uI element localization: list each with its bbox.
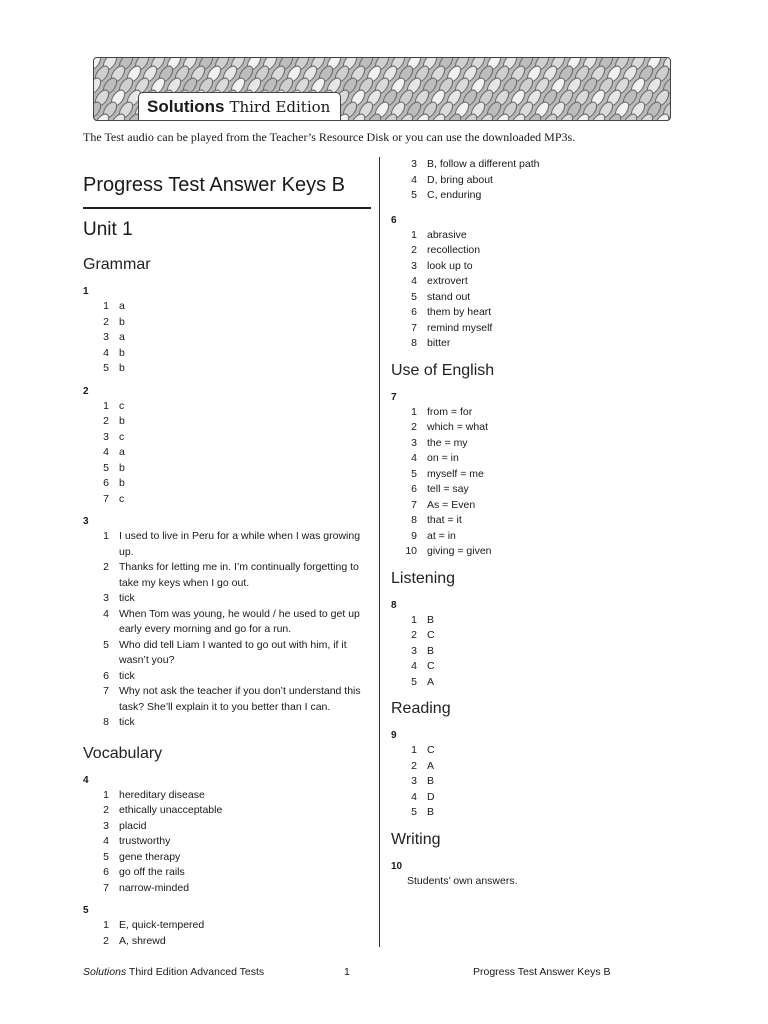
item-text: a bbox=[119, 446, 125, 458]
brand-edition: Third Edition bbox=[229, 98, 331, 116]
item-number: 2 bbox=[103, 415, 109, 427]
item-text: which = what bbox=[427, 421, 488, 433]
item-number: 3 bbox=[103, 592, 109, 604]
item-text: Who did tell Liam I wanted to go out with him, if it wasn’t you? bbox=[119, 638, 347, 666]
item-number: 4 bbox=[103, 346, 109, 359]
list-item bbox=[83, 330, 368, 346]
item-number: 4 bbox=[103, 446, 109, 458]
task-9 bbox=[391, 729, 681, 821]
list-item bbox=[83, 315, 368, 331]
list-item bbox=[83, 529, 368, 560]
unit-heading: Unit 1 bbox=[83, 219, 133, 240]
page-title: Progress Test Answer Keys B bbox=[83, 174, 345, 196]
section-vocabulary: Vocabulary bbox=[83, 744, 163, 762]
list-item bbox=[391, 805, 681, 821]
item-number: 3 bbox=[411, 158, 417, 170]
item-text: from = for bbox=[427, 405, 473, 418]
item-text: B bbox=[427, 775, 435, 787]
item-number: 1 bbox=[103, 399, 109, 412]
list-item bbox=[391, 874, 681, 890]
item-text: B bbox=[427, 644, 435, 657]
list-item bbox=[83, 607, 368, 638]
list-item bbox=[83, 461, 368, 477]
item-text: C bbox=[427, 629, 435, 641]
item-text: As = Even bbox=[427, 498, 476, 511]
footer-right: Progress Test Answer Keys B bbox=[473, 966, 611, 978]
section-writing: Writing bbox=[391, 830, 441, 848]
item-number: 9 bbox=[411, 529, 417, 542]
list-item bbox=[391, 259, 681, 275]
list-item bbox=[83, 430, 368, 446]
item-text: trustworthy bbox=[119, 835, 171, 847]
item-text: hereditary disease bbox=[119, 788, 205, 801]
list-item bbox=[391, 467, 681, 483]
item-text: C bbox=[427, 744, 435, 756]
list-item bbox=[391, 336, 681, 352]
item-text: A bbox=[427, 759, 435, 772]
task-number: 10 bbox=[391, 860, 403, 872]
item-number: 3 bbox=[411, 775, 417, 787]
item-number: 1 bbox=[411, 405, 417, 418]
list-item bbox=[391, 405, 681, 421]
task-number: 1 bbox=[83, 286, 89, 297]
list-item bbox=[83, 715, 368, 731]
list-item bbox=[83, 865, 368, 881]
list-item bbox=[83, 850, 368, 866]
item-text: b bbox=[119, 315, 125, 328]
list-item bbox=[391, 274, 681, 290]
item-number: 4 bbox=[411, 275, 417, 287]
item-text: narrow-minded bbox=[119, 881, 190, 894]
item-number: 4 bbox=[103, 835, 109, 847]
item-text: When Tom was young, he would / he used to get up early every morning and go for a run. bbox=[119, 607, 360, 635]
item-number: 7 bbox=[103, 492, 109, 505]
item-text: b bbox=[119, 415, 125, 427]
item-number: 4 bbox=[411, 173, 417, 186]
list-item bbox=[391, 675, 681, 691]
list-item bbox=[83, 834, 368, 850]
item-text: b bbox=[119, 477, 125, 489]
item-number: 2 bbox=[103, 804, 109, 816]
item-number: 2 bbox=[411, 244, 417, 256]
list-item bbox=[391, 743, 681, 759]
item-number: 7 bbox=[103, 685, 109, 697]
item-text: tell = say bbox=[427, 483, 469, 495]
title-divider bbox=[83, 207, 371, 209]
task-7 bbox=[391, 391, 681, 560]
list-item bbox=[83, 476, 368, 492]
right-column bbox=[391, 157, 681, 889]
item-text: D, bring about bbox=[427, 173, 493, 186]
item-number: 2 bbox=[411, 421, 417, 433]
header-banner bbox=[93, 57, 671, 121]
list-item bbox=[391, 613, 681, 629]
list-item bbox=[83, 414, 368, 430]
item-text: b bbox=[119, 346, 125, 359]
list-item bbox=[391, 544, 681, 560]
task-number: 4 bbox=[83, 774, 89, 786]
footer-brand: Solutions bbox=[83, 966, 127, 978]
item-number: 2 bbox=[411, 759, 417, 772]
list-item bbox=[391, 436, 681, 452]
item-number: 6 bbox=[411, 306, 417, 318]
footer-left bbox=[83, 966, 264, 978]
item-text: a bbox=[119, 331, 125, 343]
list-item bbox=[391, 790, 681, 806]
list-item bbox=[391, 228, 681, 244]
item-number: 2 bbox=[103, 315, 109, 328]
item-number: 5 bbox=[411, 290, 417, 303]
brand-logo bbox=[138, 92, 341, 121]
item-text: I used to live in Peru for a while when I was growing up. bbox=[119, 530, 361, 558]
item-number: 4 bbox=[103, 607, 109, 620]
list-item bbox=[391, 420, 681, 436]
item-text: B bbox=[427, 613, 435, 626]
item-number: 8 bbox=[411, 337, 417, 349]
item-number: 7 bbox=[411, 321, 417, 334]
item-text: extrovert bbox=[427, 275, 468, 287]
item-text: c bbox=[119, 399, 125, 412]
list-item bbox=[391, 628, 681, 644]
item-number: 1 bbox=[411, 228, 417, 241]
task-number: 6 bbox=[391, 214, 397, 226]
list-item bbox=[83, 819, 368, 835]
list-item bbox=[391, 774, 681, 790]
item-text: a bbox=[119, 300, 125, 312]
section-use-of-english: Use of English bbox=[391, 361, 495, 379]
item-text: gene therapy bbox=[119, 850, 181, 863]
item-text: tick bbox=[119, 716, 135, 728]
item-text: E, quick-tempered bbox=[119, 919, 205, 931]
item-number: 4 bbox=[411, 452, 417, 464]
list-item bbox=[83, 299, 368, 315]
page-number: 1 bbox=[344, 966, 350, 978]
item-number: 1 bbox=[103, 530, 109, 542]
task-number: 5 bbox=[83, 905, 89, 916]
item-number: 4 bbox=[411, 660, 417, 672]
item-text: recollection bbox=[427, 244, 481, 256]
item-text: b bbox=[119, 362, 125, 374]
item-number: 6 bbox=[103, 477, 109, 489]
item-text: at = in bbox=[427, 529, 456, 542]
brand-name: Solutions bbox=[147, 97, 225, 116]
item-text: Why not ask the teacher if you don’t understand this task? She’ll explain it to you better than I can. bbox=[119, 685, 361, 713]
item-number: 2 bbox=[411, 629, 417, 641]
list-item bbox=[83, 684, 368, 715]
item-text: stand out bbox=[427, 290, 471, 303]
item-number: 3 bbox=[103, 819, 109, 832]
task-number: 2 bbox=[83, 385, 89, 397]
item-text: giving = given bbox=[427, 545, 492, 557]
left-column bbox=[83, 160, 368, 949]
intro-text: The Test audio can be played from the Teacher’s Resource Disk or you can use the downloaded MP3s. bbox=[83, 130, 576, 144]
item-text: Students’ own answers. bbox=[407, 874, 518, 887]
list-item bbox=[391, 173, 681, 189]
item-number: 3 bbox=[411, 436, 417, 449]
list-item bbox=[83, 638, 368, 669]
item-number: 6 bbox=[103, 866, 109, 878]
item-text: C, enduring bbox=[427, 189, 482, 201]
item-text: bitter bbox=[427, 337, 451, 349]
list-item bbox=[83, 788, 368, 804]
item-text: B, follow a different path bbox=[427, 158, 540, 170]
list-item bbox=[391, 659, 681, 675]
list-item bbox=[391, 451, 681, 467]
section-listening: Listening bbox=[391, 569, 456, 587]
list-item bbox=[83, 918, 368, 934]
item-text: them by heart bbox=[427, 306, 492, 318]
item-text: b bbox=[119, 461, 125, 474]
item-number: 5 bbox=[103, 850, 109, 863]
task-5 bbox=[83, 904, 368, 949]
list-item bbox=[391, 157, 681, 173]
list-item bbox=[83, 492, 368, 508]
item-number: 1 bbox=[103, 300, 109, 312]
task-number: 8 bbox=[391, 599, 397, 611]
task-number: 3 bbox=[83, 516, 89, 527]
item-text: B bbox=[427, 806, 435, 818]
item-number: 5 bbox=[411, 189, 417, 201]
item-number: 7 bbox=[103, 881, 109, 894]
list-item bbox=[391, 243, 681, 259]
list-item bbox=[391, 482, 681, 498]
column-divider bbox=[379, 157, 380, 947]
list-item bbox=[391, 290, 681, 306]
list-item bbox=[391, 188, 681, 204]
task-8 bbox=[391, 599, 681, 691]
item-number: 8 bbox=[103, 716, 109, 728]
item-number: 4 bbox=[411, 790, 417, 803]
list-item bbox=[83, 399, 368, 415]
list-item bbox=[391, 321, 681, 337]
item-number: 1 bbox=[103, 788, 109, 801]
item-text: look up to bbox=[427, 259, 473, 272]
list-item bbox=[83, 346, 368, 362]
item-number: 5 bbox=[103, 461, 109, 474]
task-number: 7 bbox=[391, 391, 397, 403]
item-number: 5 bbox=[411, 806, 417, 818]
list-item bbox=[83, 361, 368, 377]
item-number: 5 bbox=[411, 675, 417, 688]
item-text: that = it bbox=[427, 514, 462, 526]
item-number: 3 bbox=[103, 430, 109, 443]
list-item bbox=[391, 305, 681, 321]
item-text: tick bbox=[119, 669, 135, 682]
list-item bbox=[83, 445, 368, 461]
item-number: 8 bbox=[411, 514, 417, 526]
item-number: 5 bbox=[103, 638, 109, 651]
item-text: myself = me bbox=[427, 467, 484, 480]
item-text: the = my bbox=[427, 436, 468, 449]
list-item bbox=[83, 669, 368, 685]
task-1 bbox=[83, 285, 368, 377]
task-3 bbox=[83, 515, 368, 731]
item-number: 3 bbox=[411, 259, 417, 272]
item-text: C bbox=[427, 660, 435, 672]
item-text: A bbox=[427, 675, 435, 688]
list-item bbox=[83, 934, 368, 950]
list-item bbox=[391, 759, 681, 775]
item-text: c bbox=[119, 430, 125, 443]
item-number: 5 bbox=[103, 362, 109, 374]
item-text: go off the rails bbox=[119, 866, 185, 878]
item-number: 6 bbox=[411, 483, 417, 495]
item-number: 1 bbox=[411, 744, 417, 756]
item-number: 1 bbox=[103, 919, 109, 931]
task-5-continued bbox=[391, 157, 681, 204]
item-text: placid bbox=[119, 819, 147, 832]
list-item bbox=[391, 644, 681, 660]
item-text: D bbox=[427, 790, 435, 803]
item-number: 3 bbox=[411, 644, 417, 657]
section-grammar: Grammar bbox=[83, 256, 151, 273]
item-text: on = in bbox=[427, 452, 459, 464]
item-text: abrasive bbox=[427, 228, 467, 241]
list-item bbox=[391, 513, 681, 529]
item-number: 2 bbox=[103, 934, 109, 947]
item-number: 6 bbox=[103, 669, 109, 682]
item-number: 1 bbox=[411, 613, 417, 626]
list-item bbox=[83, 591, 368, 607]
task-number: 9 bbox=[391, 730, 397, 741]
item-number: 10 bbox=[405, 545, 417, 557]
task-4 bbox=[83, 774, 368, 897]
item-text: Thanks for letting me in. I’m continually forgetting to take my keys when I go out. bbox=[119, 561, 359, 589]
footer-book: Third Edition Advanced Tests bbox=[126, 966, 265, 978]
item-text: ethically unacceptable bbox=[119, 804, 223, 816]
task-2 bbox=[83, 385, 368, 508]
item-number: 3 bbox=[103, 331, 109, 343]
item-number: 5 bbox=[411, 467, 417, 480]
item-text: c bbox=[119, 492, 125, 505]
task-6 bbox=[391, 214, 681, 352]
list-item bbox=[391, 498, 681, 514]
item-text: tick bbox=[119, 592, 135, 604]
item-number: 2 bbox=[103, 561, 109, 573]
list-item bbox=[83, 560, 368, 591]
list-item bbox=[83, 881, 368, 897]
item-text: A, shrewd bbox=[119, 934, 166, 947]
item-text: remind myself bbox=[427, 321, 493, 334]
item-number: 7 bbox=[411, 498, 417, 511]
section-reading: Reading bbox=[391, 700, 451, 717]
list-item bbox=[391, 529, 681, 545]
list-item bbox=[83, 803, 368, 819]
